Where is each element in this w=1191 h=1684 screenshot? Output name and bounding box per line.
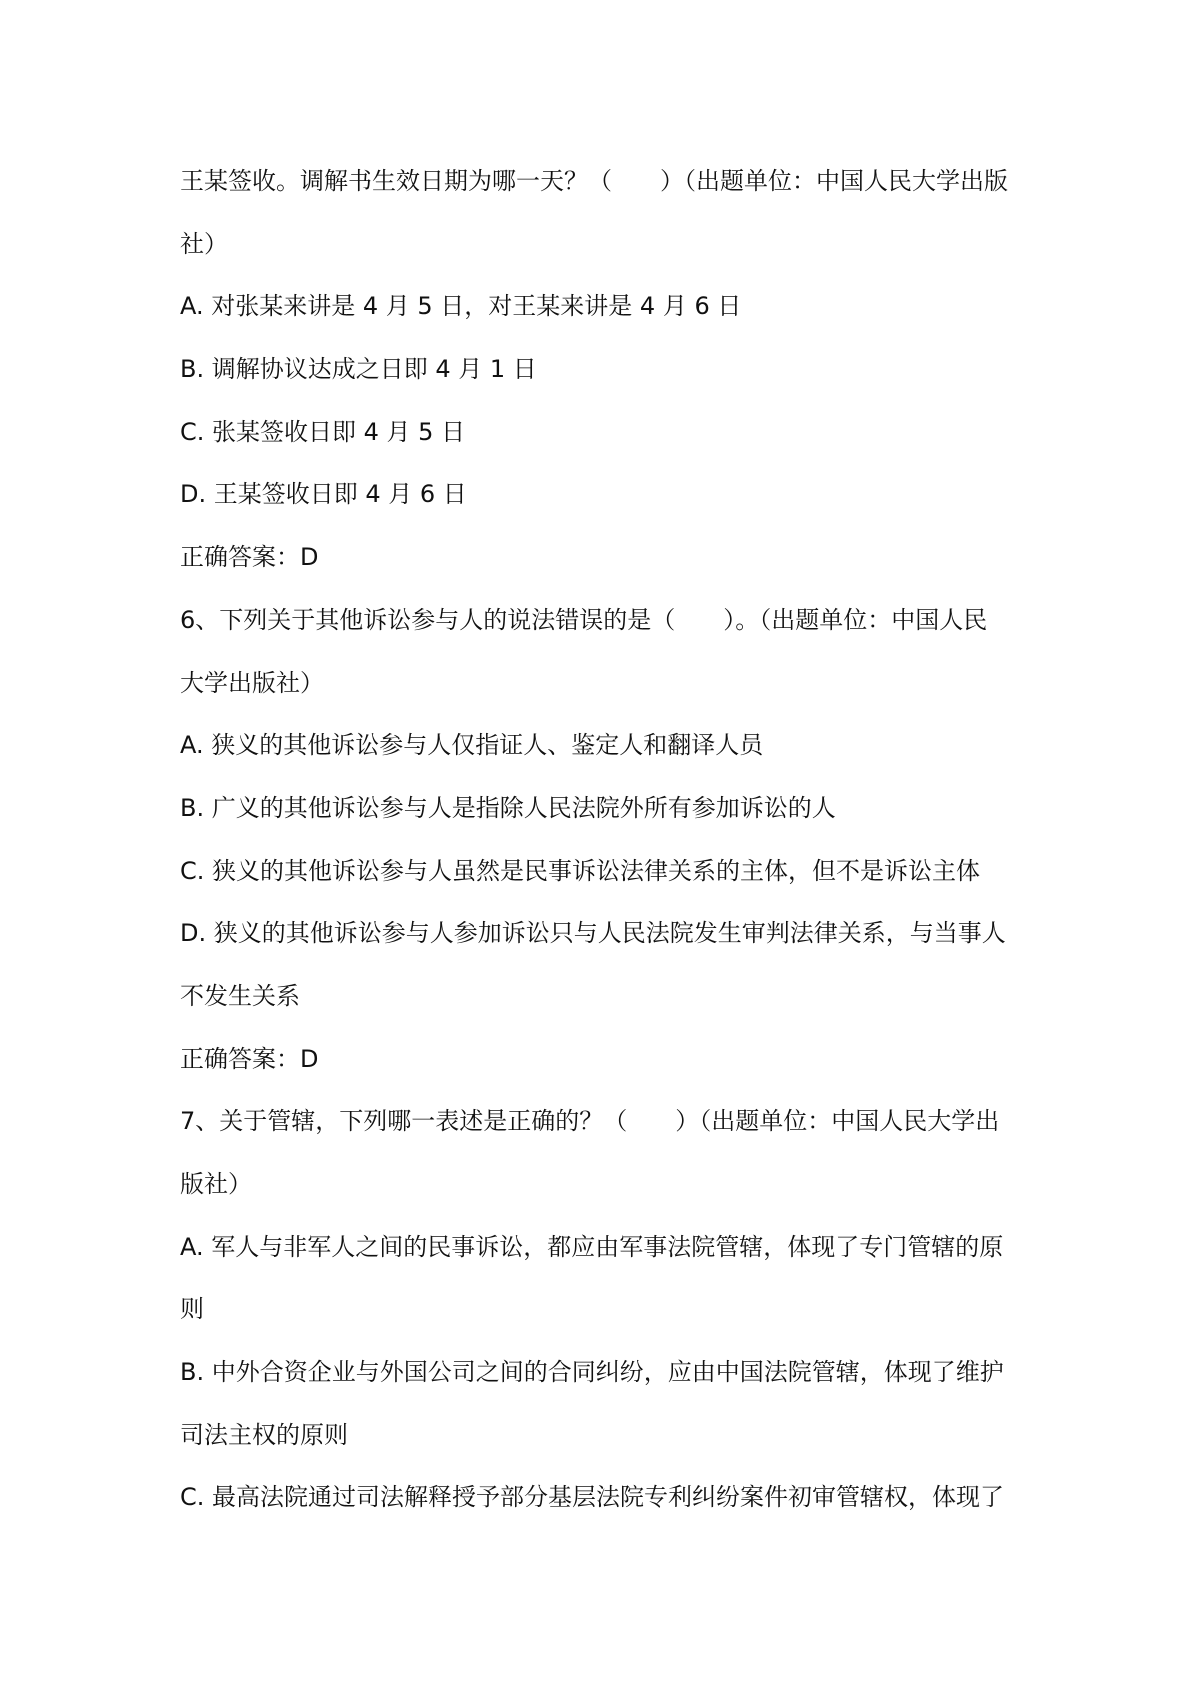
- document-page: [180, 150, 1040, 1529]
- q7-option-a-line-2: 则: [180, 1295, 204, 1324]
- q6-option-d-line-2: 不发生关系: [180, 981, 300, 1010]
- q5-option-c: C. 张某签收日即 4 月 5 日: [180, 417, 466, 446]
- q5-option-d: D. 王某签收日即 4 月 6 日: [180, 480, 467, 509]
- q7-stem-line-1: 7、关于管辖，下列哪一表述是正确的？（ ）（出题单位：中国人民大学出: [180, 1107, 1000, 1136]
- q6-option-b: B. 广义的其他诉讼参与人是指除人民法院外所有参加诉讼的人: [180, 793, 836, 822]
- q5-stem-line-1: 王某签收。调解书生效日期为哪一天？（ ）（出题单位：中国人民大学出版: [180, 167, 1008, 195]
- q6-answer: 正确答案：D: [180, 1044, 319, 1073]
- q7-option-a-line-1: A. 军人与非军人之间的民事诉讼，都应由军事法院管辖，体现了专门管辖的原: [180, 1232, 1004, 1261]
- q6-option-d-line-1: D. 狭义的其他诉讼参与人参加诉讼只与人民法院发生审判法律关系，与当事人: [180, 919, 1006, 948]
- q7-option-b-line-2: 司法主权的原则: [180, 1420, 348, 1449]
- q7-stem-line-2: 版社）: [180, 1170, 252, 1198]
- q5-answer: 正确答案：D: [180, 543, 319, 572]
- q6-option-c: C. 狭义的其他诉讼参与人虽然是民事诉讼法律关系的主体，但不是诉讼主体: [180, 856, 981, 885]
- q5-option-a: A. 对张某来讲是 4 月 5 日，对王某来讲是 4 月 6 日: [180, 292, 742, 321]
- q7-option-b-line-1: B. 中外合资企业与外国公司之间的合同纠纷，应由中国法院管辖，体现了维护: [180, 1358, 1004, 1387]
- q6-option-a: A. 狭义的其他诉讼参与人仅指证人、鉴定人和翻译人员: [180, 731, 764, 760]
- q5-option-b: B. 调解协议达成之日即 4 月 1 日: [180, 355, 537, 384]
- q6-stem-line-2: 大学出版社）: [180, 668, 324, 697]
- q7-option-c-line-1: C. 最高法院通过司法解释授予部分基层法院专利纠纷案件初审管辖权，体现了: [180, 1483, 1005, 1512]
- q5-stem-line-2: 社）: [180, 229, 228, 258]
- q6-stem-line-1: 6、下列关于其他诉讼参与人的说法错误的是（ ）。（出题单位：中国人民: [180, 605, 988, 634]
